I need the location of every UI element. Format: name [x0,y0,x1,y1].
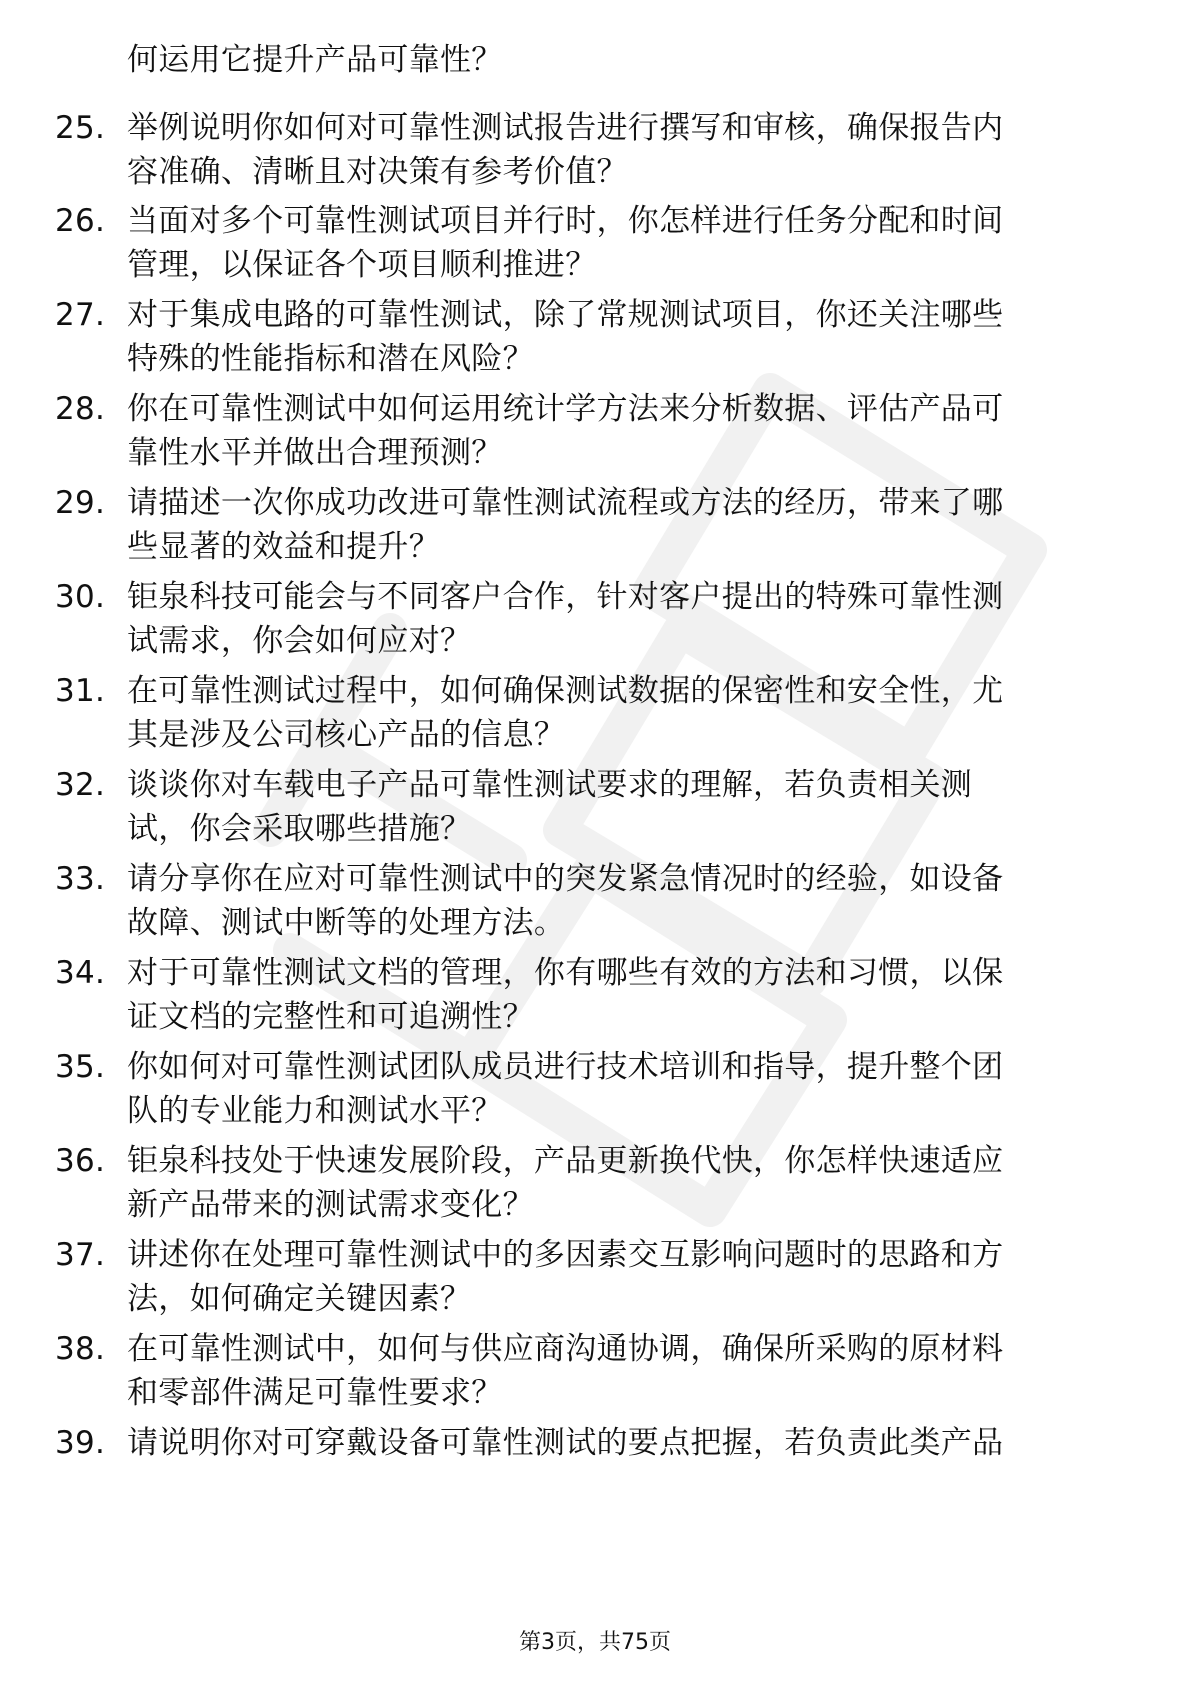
item-text: 当面对多个可靠性测试项目并行时，你怎样进行任务分配和时间 管理，以保证各个项目顺利推进？ [127,203,1004,283]
item-text: 请分享你在应对可靠性测试中的突发紧急情况时的经验，如设备 故障、测试中断等的处理方法。 [127,861,1004,941]
item-text: 你在可靠性测试中如何运用统计学方法来分析数据、评估产品可 靠性水平并做出合理预测？ [127,391,1004,471]
item-text: 钜泉科技可能会与不同客户合作，针对客户提出的特殊可靠性测 试需求，你会如何应对？ [127,579,1004,659]
item-number: 31. [55,673,106,709]
item-number: 30. [55,579,106,615]
item-text: 你如何对可靠性测试团队成员进行技术培训和指导，提升整个团 队的专业能力和测试水平？ [127,1049,1004,1129]
item-text: 谈谈你对车载电子产品可靠性测试要求的理解，若负责相关测 试，你会采取哪些措施？ [127,767,973,847]
item-text: 讲述你在处理可靠性测试中的多因素交互影响问题时的思路和方 法，如何确定关键因素？ [127,1237,1004,1317]
page-number-label: 第3页，共75页 [519,1630,671,1655]
item-text: 在可靠性测试过程中，如何确保测试数据的保密性和安全性，尤 其是涉及公司核心产品的信息？ [127,673,1004,753]
item-text: 请说明你对可穿戴设备可靠性测试的要点把握，若负责此类产品 [127,1425,1004,1461]
item-number: 27. [55,297,106,333]
item-number: 28. [55,391,106,427]
item-number: 38. [55,1331,106,1367]
item-text: 何运用它提升产品可靠性？ [127,42,503,78]
item-text: 钜泉科技处于快速发展阶段，产品更新换代快，你怎样快速适应 新产品带来的测试需求变化？ [127,1143,1004,1223]
item-number: 37. [55,1237,106,1273]
item-text: 举例说明你如何对可靠性测试报告进行撰写和审核，确保报告内 容准确、清晰且对决策有参考价值？ [127,110,1004,190]
item-number: 36. [55,1143,106,1179]
item-text: 在可靠性测试中，如何与供应商沟通协调，确保所采购的原材料 和零部件满足可靠性要求？ [127,1331,1004,1411]
item-number: 34. [55,955,106,991]
page-footer [0,1628,1190,1658]
item-number: 25. [55,110,106,146]
item-text: 对于集成电路的可靠性测试，除了常规测试项目，你还关注哪些 特殊的性能指标和潜在风险？ [127,297,1004,377]
item-number: 29. [55,485,106,521]
item-number: 33. [55,861,106,897]
item-number: 35. [55,1049,106,1085]
item-number: 32. [55,767,106,803]
item-text: 请描述一次你成功改进可靠性测试流程或方法的经历，带来了哪 些显著的效益和提升？ [127,485,1004,565]
item-text: 对于可靠性测试文档的管理，你有哪些有效的方法和习惯，以保 证文档的完整性和可追溯性？ [127,955,1004,1035]
item-number: 39. [55,1425,106,1461]
item-number: 26. [55,203,106,239]
